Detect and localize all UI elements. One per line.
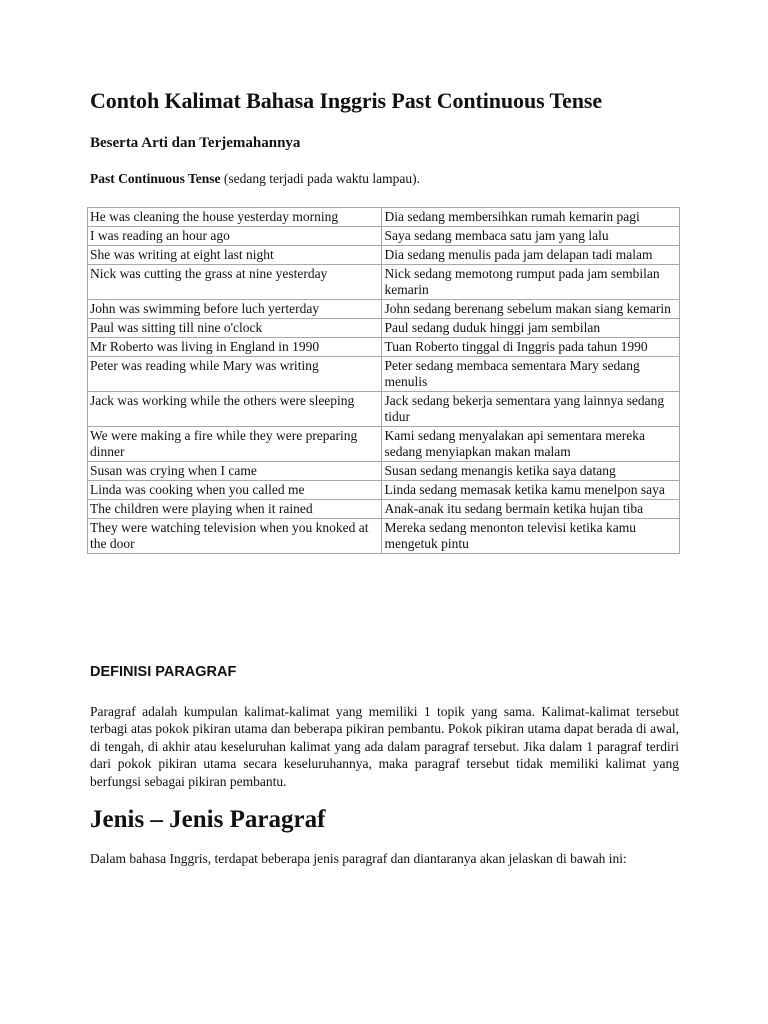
english-sentence: Susan was crying when I came [88, 462, 382, 481]
table-row [88, 500, 680, 519]
english-sentence: They were watching television when you knoked at the door [88, 519, 382, 554]
table-row [88, 357, 680, 392]
indonesian-translation: Anak-anak itu sedang bermain ketika hujan tiba [382, 500, 680, 519]
indonesian-translation: Dia sedang menulis pada jam delapan tadi malam [382, 246, 680, 265]
english-sentence: The children were playing when it rained [88, 500, 382, 519]
indonesian-translation: Mereka sedang menonton televisi ketika kamu mengetuk pintu [382, 519, 680, 554]
english-sentence: Jack was working while the others were sleeping [88, 392, 382, 427]
english-sentence: Linda was cooking when you called me [88, 481, 382, 500]
english-sentence: Nick was cutting the grass at nine yesterday [88, 265, 382, 300]
intro-term: Past Continuous Tense [90, 171, 221, 186]
intro-paragraph [90, 171, 420, 187]
indonesian-translation: Peter sedang membaca sementara Mary sedang menulis [382, 357, 680, 392]
english-sentence: Mr Roberto was living in England in 1990 [88, 338, 382, 357]
english-sentence: He was cleaning the house yesterday morning [88, 208, 382, 227]
table-row [88, 300, 680, 319]
english-sentence: I was reading an hour ago [88, 227, 382, 246]
indonesian-translation: Paul sedang duduk hinggi jam sembilan [382, 319, 680, 338]
jenis-paragraph: Dalam bahasa Inggris, terdapat beberapa jenis paragraf dan diantaranya akan jelaskan di bawah ini: [90, 851, 627, 866]
example-sentences-table [87, 207, 680, 554]
english-sentence: We were making a fire while they were preparing dinner [88, 427, 382, 462]
definisi-paragraph: Paragraf adalah kumpulan kalimat-kalimat yang memiliki 1 topik yang sama. Kalimat-kalimat tersebut terbagi atas pokok pikiran utama dan beberapa pikiran pembantu. Pokok pikiran utama dapat berada di awal, di tengah, di akhir atau keseluruhan kalimat yang ada dalam paragraf tersebut. Jika dalam 1 paragraf terdiri dari pokok pikiran utama secara keseluruhannya, maka paragraf tersebut tidak memiliki kalimat yang berfungsi sebagai pikiran pembantu. [90, 704, 679, 789]
intro-definition: (sedang terjadi pada waktu lampau). [220, 171, 420, 186]
table-row [88, 427, 680, 462]
indonesian-translation: Linda sedang memasak ketika kamu menelpon saya [382, 481, 680, 500]
jenis-heading: Jenis – Jenis Paragraf [90, 806, 326, 833]
indonesian-translation: Dia sedang membersihkan rumah kemarin pagi [382, 208, 680, 227]
indonesian-translation: Nick sedang memotong rumput pada jam sembilan kemarin [382, 265, 680, 300]
table-row [88, 338, 680, 357]
page-title: Contoh Kalimat Bahasa Inggris Past Continuous Tense [90, 88, 603, 113]
table-row [88, 208, 680, 227]
table-row [88, 462, 680, 481]
table-row [88, 265, 680, 300]
indonesian-translation: Tuan Roberto tinggal di Inggris pada tahun 1990 [382, 338, 680, 357]
indonesian-translation: Susan sedang menangis ketika saya datang [382, 462, 680, 481]
page-subtitle: Beserta Arti dan Terjemahannya [90, 135, 301, 151]
definisi-heading: DEFINISI PARAGRAF [90, 664, 237, 680]
table-row [88, 519, 680, 554]
english-sentence: Paul was sitting till nine o'clock [88, 319, 382, 338]
english-sentence: She was writing at eight last night [88, 246, 382, 265]
english-sentence: John was swimming before luch yerterday [88, 300, 382, 319]
indonesian-translation: Saya sedang membaca satu jam yang lalu [382, 227, 680, 246]
english-sentence: Peter was reading while Mary was writing [88, 357, 382, 392]
table-row [88, 227, 680, 246]
table-row [88, 319, 680, 338]
indonesian-translation: John sedang berenang sebelum makan siang kemarin [382, 300, 680, 319]
table-row [88, 481, 680, 500]
table-row [88, 392, 680, 427]
table-row [88, 246, 680, 265]
indonesian-translation: Kami sedang menyalakan api sementara mereka sedang menyiapkan makan malam [382, 427, 680, 462]
indonesian-translation: Jack sedang bekerja sementara yang lainnya sedang tidur [382, 392, 680, 427]
